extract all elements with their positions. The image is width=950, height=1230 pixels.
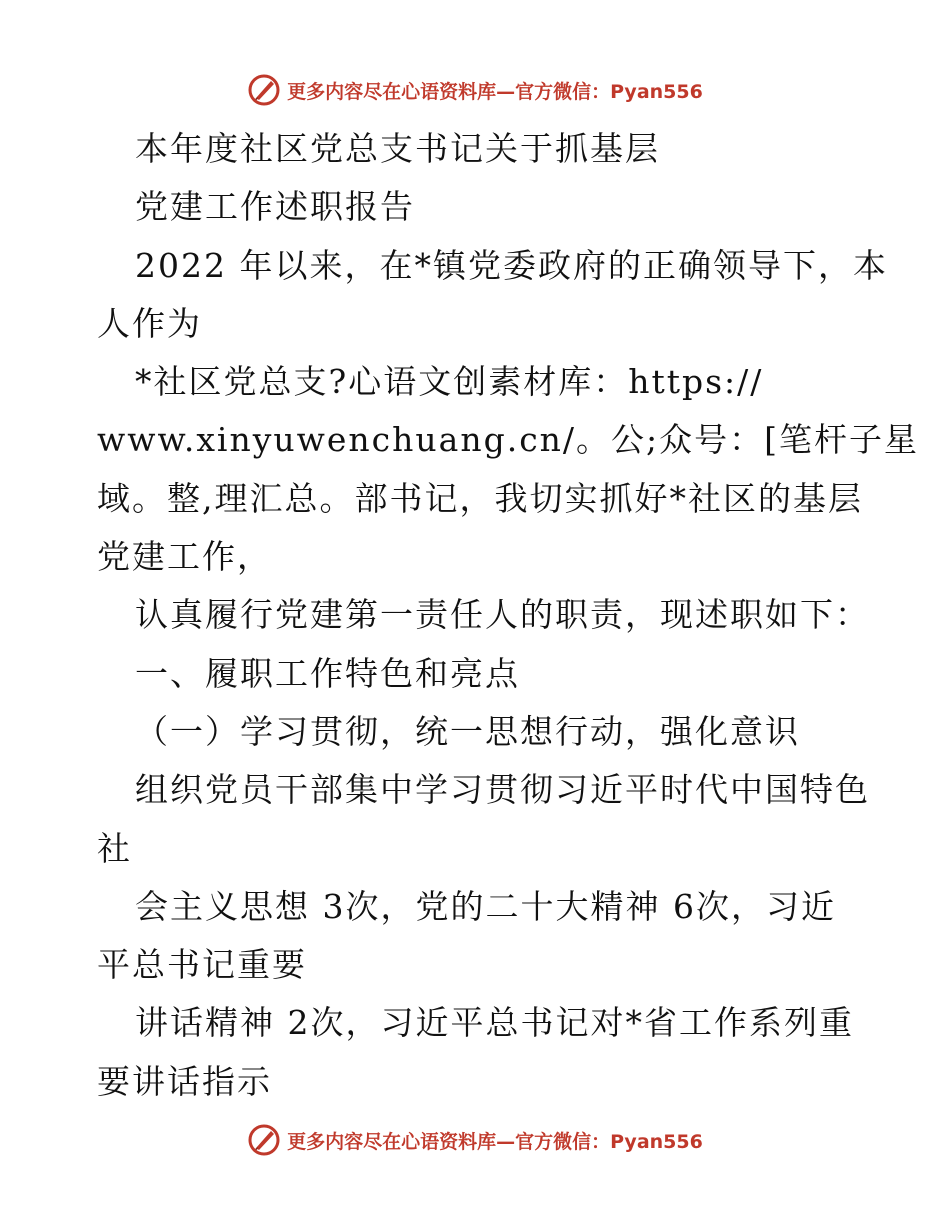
document-body [97, 120, 920, 1111]
doc-line: 党建工作， [97, 537, 272, 577]
doc-line: 社 [97, 828, 132, 868]
footer-banner [0, 1120, 950, 1160]
doc-line: www.xinyuwenchuang.cn/。公;众号：[笔杆子星 [97, 420, 920, 460]
doc-line: 要讲话指示 [97, 1061, 272, 1101]
doc-line: 平总书记重要 [97, 945, 307, 985]
doc-line: 认真履行党建第一责任人的职责，现述职如下： [135, 595, 870, 635]
doc-line: 人作为 [97, 303, 202, 343]
doc-line: 讲话精神 2次，习近平总书记对*省工作系列重 [135, 1003, 854, 1043]
doc-line: 2022 年以来，在*镇党委政府的正确领导下，本 [135, 245, 888, 285]
header-banner-text: 更多内容尽在心语资料库—官方微信：Pyan556 [287, 80, 703, 103]
doc-title-line-1: 本年度社区党总支书记关于抓基层 [135, 129, 660, 168]
doc-line: 组织党员干部集中学习贯彻习近平时代中国特色 [135, 770, 870, 810]
subsection-heading: （一）学习贯彻，统一思想行动，强化意识 [135, 711, 800, 751]
doc-line: 域。整,理汇总。部书记，我切实抓好*社区的基层 [97, 478, 863, 518]
quill-pen-logo-icon [247, 73, 281, 107]
header-banner [0, 70, 950, 110]
section-heading: 一、履职工作特色和亮点 [135, 653, 520, 693]
doc-title-line-2: 党建工作述职报告 [135, 187, 415, 227]
doc-line: 会主义思想 3次，党的二十大精神 6次，习近 [135, 886, 836, 926]
doc-line: *社区党总支?心语文创素材库：https:// [135, 362, 764, 402]
footer-banner-text: 更多内容尽在心语资料库—官方微信：Pyan556 [287, 1130, 703, 1153]
quill-pen-logo-icon [247, 1123, 281, 1157]
